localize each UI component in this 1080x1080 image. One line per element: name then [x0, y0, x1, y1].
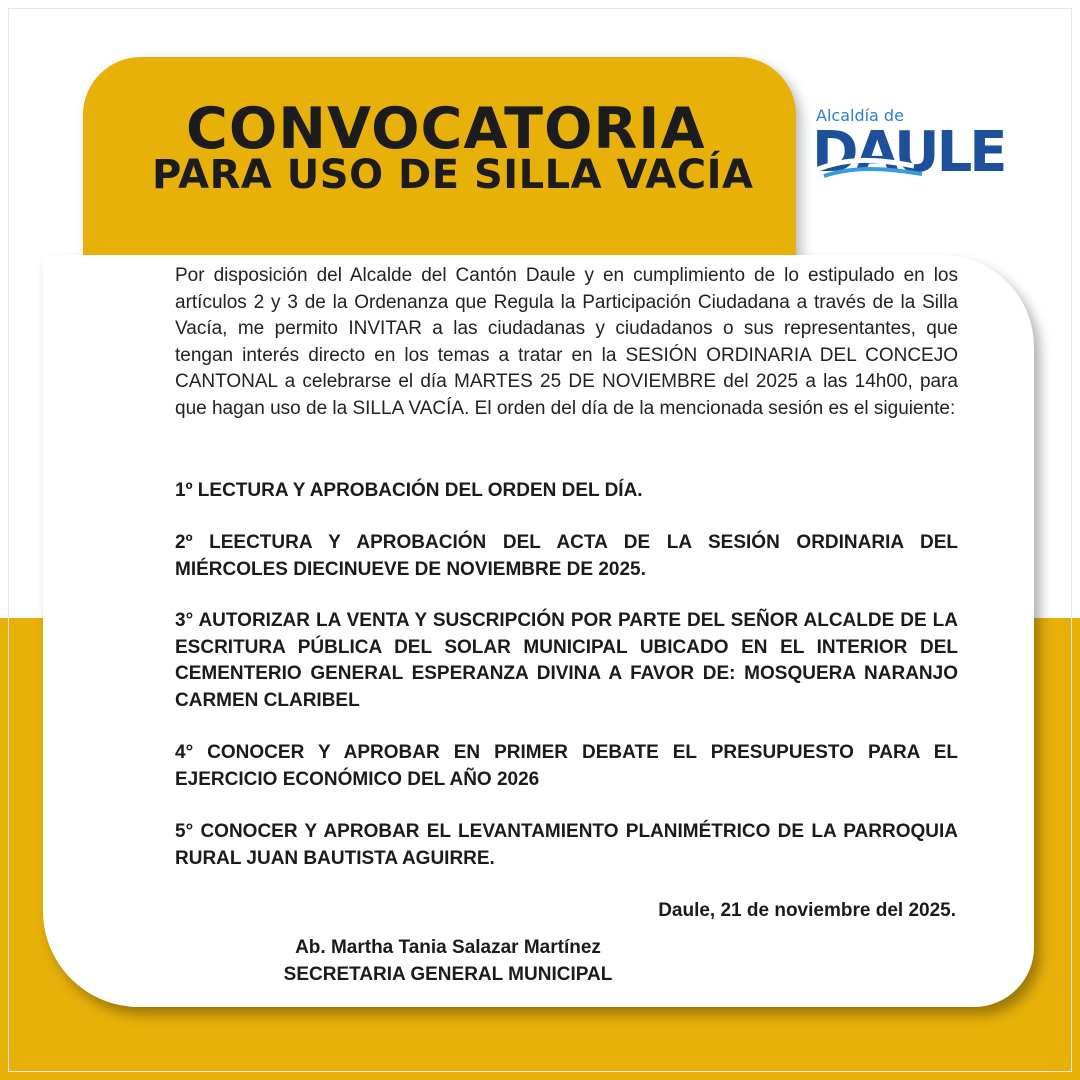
logo-main-text: DAULE — [812, 120, 1005, 185]
signature-title: SECRETARIA GENERAL MUNICIPAL — [283, 964, 613, 985]
date-line: Daule, 21 de noviembre del 2025. — [658, 900, 956, 921]
agenda-item-5: 5° CONOCER Y APROBAR EL LEVANTAMIENTO PLANIMÉTRICO DE LA PARROQUIA RURAL JUAN BAUTISTA AGUIRRE. — [175, 821, 958, 869]
logo-top-text: Alcaldía de — [816, 106, 904, 125]
agenda-item-2: 2º LEECTURA Y APROBACIÓN DEL ACTA DE LA SESIÓN ORDINARIA DEL MIÉRCOLES DIECINUEVE DE NOVIEMBRE DE 2025. — [175, 532, 958, 580]
logo-wave-icon — [814, 152, 924, 182]
title-line-1: CONVOCATORIA — [186, 96, 706, 162]
signature-name: Ab. Martha Tania Salazar Martínez — [295, 937, 601, 958]
alcaldia-daule-logo — [812, 106, 1022, 188]
intro-paragraph: Por disposición del Alcalde del Cantón Daule y en cumplimiento de lo estipulado en los artículos 2 y 3 de la Ordenanza que Regula la Participación Ciudadana a través de la Silla Vacía, me permito INVITAR a las ciudadanas y ciudadanos o sus representantes, que tengan interés directo en los temas a tratar en la SESIÓN ORDINARIA DEL CONCEJO CANTONAL a celebrarse el día MARTES 25 DE NOVIEMBRE del 2025 a las 14h00, para que hagan uso de la SILLA VACÍA. El orden del día de la mencionada sesión es el siguiente: — [175, 265, 958, 419]
title-line-2: PARA USO DE SILLA VACÍA — [152, 152, 754, 198]
agenda-item-3: 3° AUTORIZAR LA VENTA Y SUSCRIPCIÓN POR PARTE DEL SEÑOR ALCALDE DE LA ESCRITURA PÚBLICA DEL SOLAR MUNICIPAL UBICADO EN EL INTERIOR DEL CEMENTERIO GENERAL ESPERANZA DIVINA A FAVOR DE: MOSQUERA NARANJO CARMEN CLARIBEL — [175, 610, 958, 711]
agenda-item-1: 1º LECTURA Y APROBACIÓN DEL ORDEN DEL DÍA. — [175, 480, 643, 501]
header-banner-join — [83, 230, 796, 255]
agenda-item-4: 4° CONOCER Y APROBAR EN PRIMER DEBATE EL PRESUPUESTO PARA EL EJERCICIO ECONÓMICO DEL AÑO 2026 — [175, 742, 958, 790]
